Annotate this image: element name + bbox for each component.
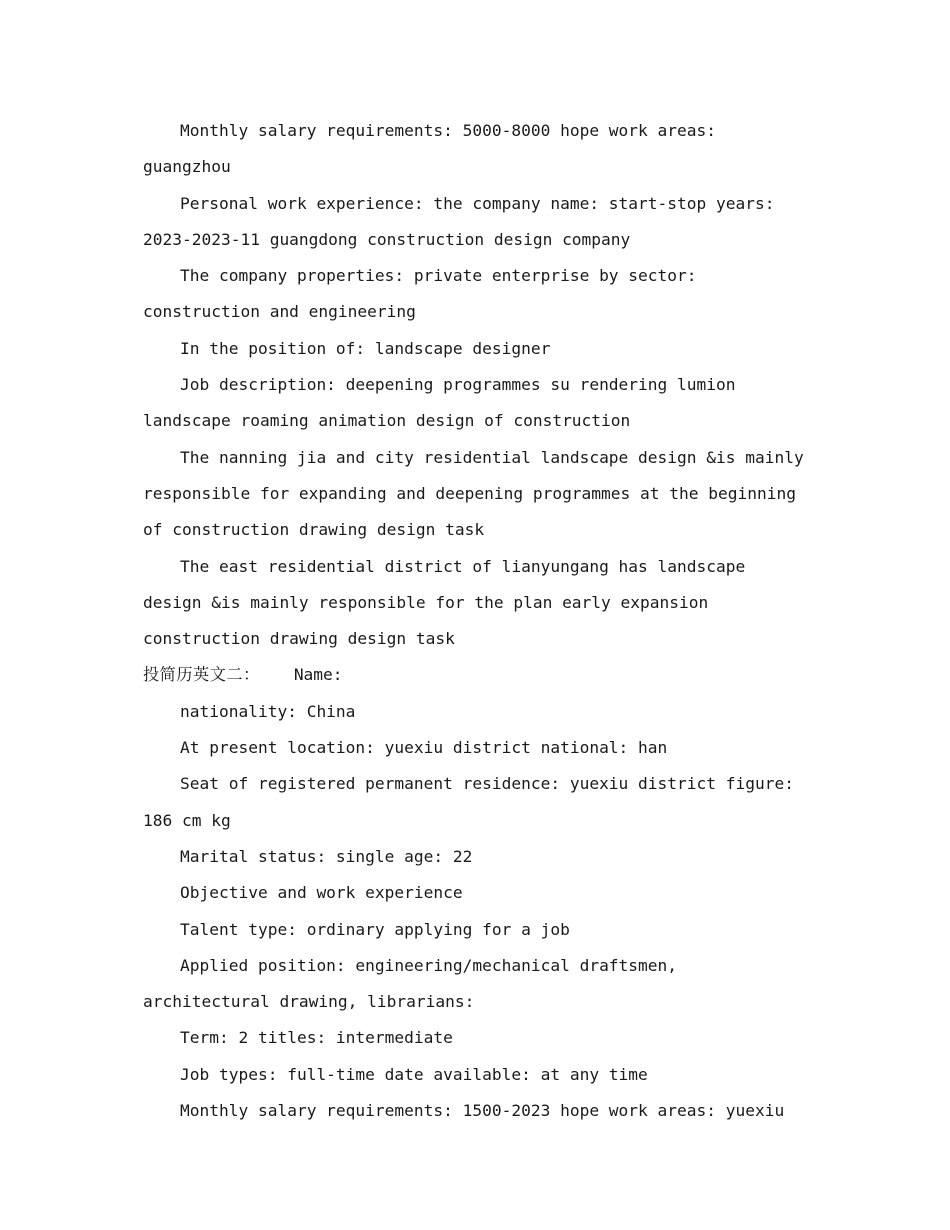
paragraph: Marital status: single age: 22 [180, 846, 473, 866]
paragraph: Term: 2 titles: intermediate [180, 1028, 453, 1048]
paragraph: At present location: yuexiu district national: han [180, 738, 668, 758]
paragraph: Personal work experience: the company name: start-stop years: 2023-2023-11 guangdong construction design company [143, 193, 775, 249]
paragraph: The nanning jia and city residential landscape design &is mainly responsible for expanding and deepening programmes at the beginning of construction drawing design task [143, 447, 804, 540]
document-body [143, 113, 813, 1129]
paragraph: Objective and work experience [180, 883, 463, 903]
paragraph: Talent type: ordinary applying for a job [180, 919, 570, 939]
section-heading: 投简历英文二： [143, 665, 260, 685]
paragraph: nationality: China [180, 701, 356, 721]
section-heading-line [143, 657, 813, 693]
paragraph: Monthly salary requirements: 5000-8000 hope work areas: guangzhou [143, 121, 717, 177]
paragraph: Job types: full-time date available: at any time [180, 1064, 648, 1084]
paragraph: The east residential district of lianyungang has landscape design &is mainly responsible for the plan early expansion construction drawing design task [143, 556, 746, 649]
name-field-label: Name: [293, 665, 343, 685]
paragraph: In the position of: landscape designer [180, 338, 551, 358]
paragraph: Monthly salary requirements: 1500-2023 hope work areas: yuexiu [180, 1101, 785, 1121]
paragraph: The company properties: private enterprise by sector: construction and engineering [143, 266, 697, 322]
paragraph: Seat of registered permanent residence: yuexiu district figure: 186 cm kg [143, 774, 794, 830]
paragraph: Job description: deepening programmes su rendering lumion landscape roaming animation design of construction [143, 375, 736, 431]
paragraph: Applied position: engineering/mechanical draftsmen, architectural drawing, librarians: [143, 955, 678, 1012]
